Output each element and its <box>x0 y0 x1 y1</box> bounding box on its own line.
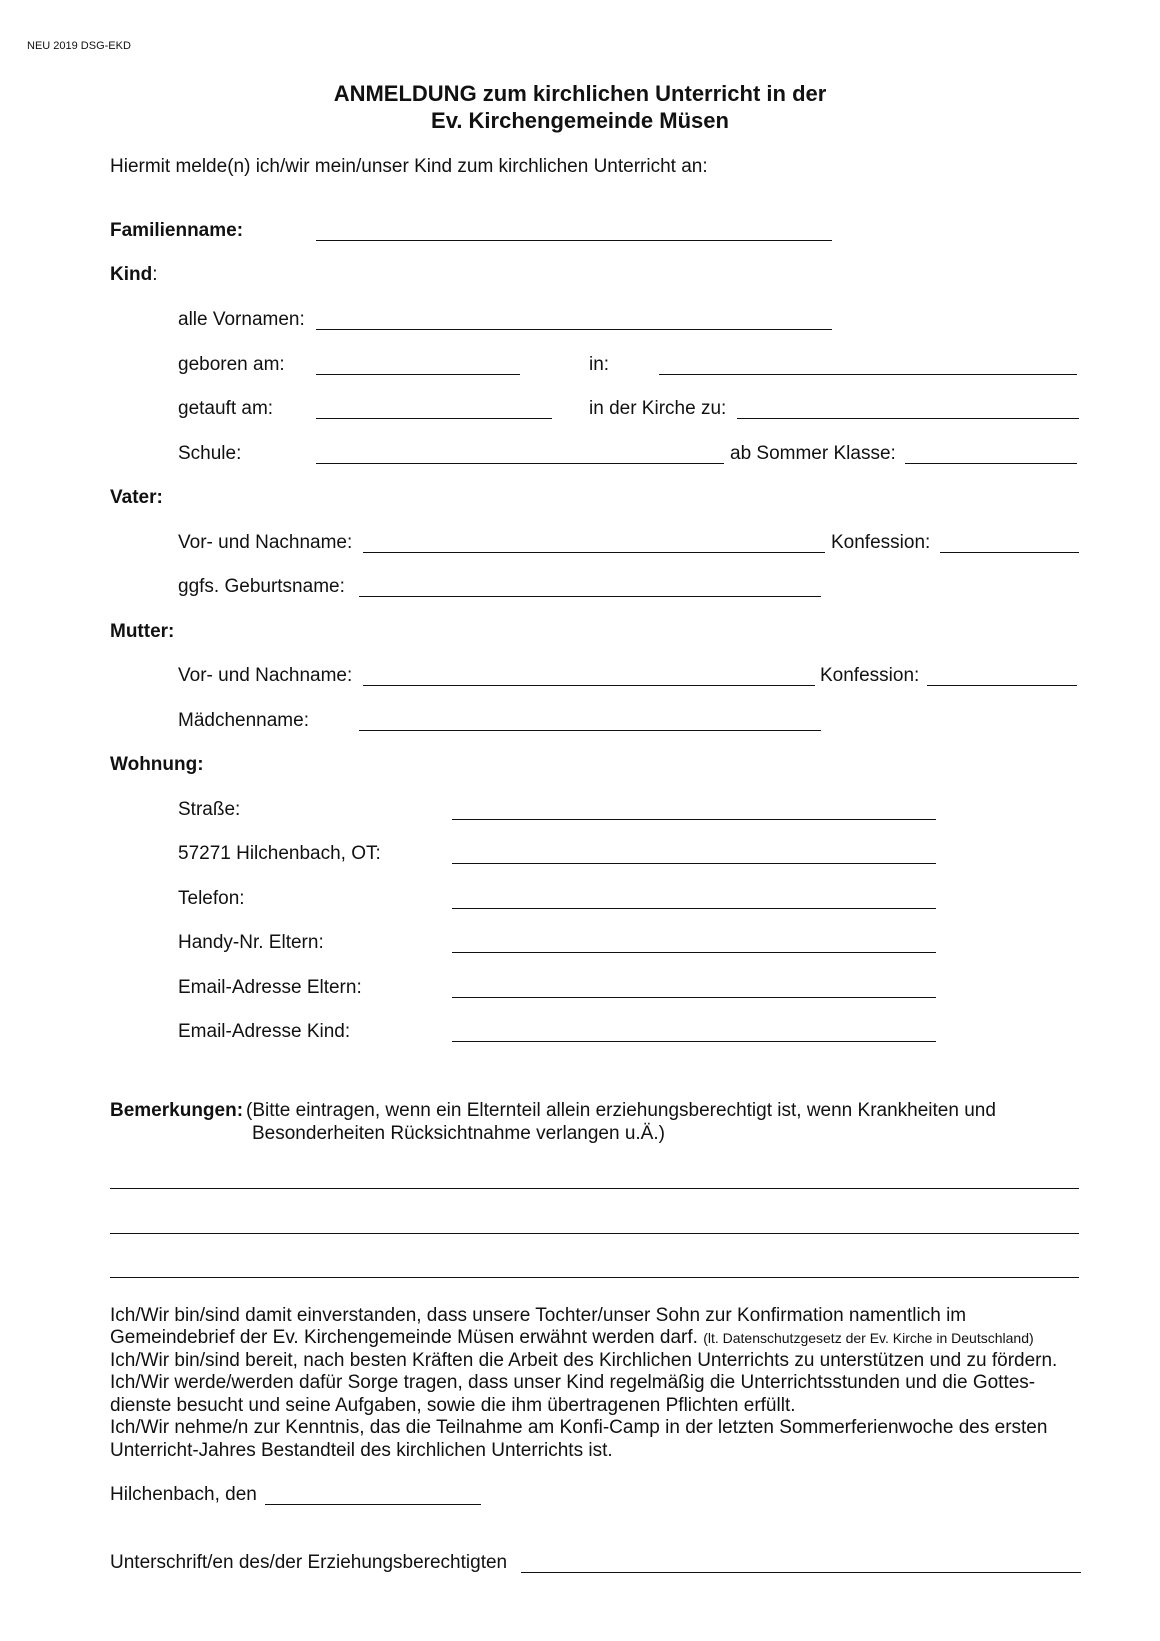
mutter-konfession-field[interactable] <box>927 685 1077 686</box>
vornamen-field[interactable] <box>316 329 832 330</box>
handy-label: Handy-Nr. Eltern: <box>178 932 324 953</box>
geboren-field[interactable] <box>316 374 520 375</box>
document-version-tag: NEU 2019 DSG-EKD <box>27 40 131 52</box>
intro-text: Hiermit melde(n) ich/wir mein/unser Kind zum kirchlichen Unterricht an: <box>110 156 708 177</box>
telefon-label: Telefon: <box>178 888 245 909</box>
geboren-label: geboren am: <box>178 354 285 375</box>
geburtsort-label: in: <box>589 354 610 375</box>
ortsteil-label: 57271 Hilchenbach, OT: <box>178 843 381 864</box>
mutter-name-field[interactable] <box>363 685 815 686</box>
ortsteil-field[interactable] <box>452 863 936 864</box>
kind-section-heading: Kind: <box>110 264 158 285</box>
bemerkungen-hint-line1: (Bitte eintragen, wenn ein Elternteil allein erziehungsberechtigt ist, wenn Krankheiten und <box>246 1100 996 1121</box>
bemerkungen-hint-line2: Besonderheiten Rücksichtnahme verlangen u.Ä.) <box>252 1123 665 1144</box>
vater-geburtsname-label: ggfs. Geburtsname: <box>178 576 345 597</box>
maedchenname-label: Mädchenname: <box>178 710 309 731</box>
email-kind-field[interactable] <box>452 1041 936 1042</box>
klasse-label: ab Sommer Klasse: <box>730 443 896 464</box>
consent-line7: Unterricht-Jahres Bestandteil des kirchlichen Unterrichts ist. <box>110 1440 613 1461</box>
consent-line5: dienste besucht und seine Aufgaben, sowie die ihm übertragenen Pflichten erfüllt. <box>110 1395 796 1416</box>
familienname-label: Familienname: <box>110 220 244 241</box>
mutter-name-label: Vor- und Nachname: <box>178 665 353 686</box>
datum-field[interactable] <box>265 1504 481 1505</box>
vater-section-heading: Vater: <box>110 487 163 508</box>
bemerkungen-field-line1[interactable] <box>110 1188 1079 1189</box>
form-title-line1: ANMELDUNG zum kirchlichen Unterricht in der <box>333 81 827 106</box>
consent-line2: Gemeindebrief der Ev. Kirchengemeinde Müsen erwähnt werden darf. (lt. Datenschutzgesetz der Ev. Kirche in Deutschland) <box>110 1327 1034 1348</box>
taufkirche-field[interactable] <box>737 418 1079 419</box>
familienname-field[interactable] <box>316 240 832 241</box>
email-eltern-label: Email-Adresse Eltern: <box>178 977 362 998</box>
strasse-label: Straße: <box>178 799 241 820</box>
ort-datum-label: Hilchenbach, den <box>110 1484 257 1505</box>
maedchenname-field[interactable] <box>359 730 821 731</box>
klasse-field[interactable] <box>905 463 1077 464</box>
strasse-field[interactable] <box>452 819 936 820</box>
telefon-field[interactable] <box>452 908 936 909</box>
bemerkungen-field-line2[interactable] <box>110 1233 1079 1234</box>
getauft-label: getauft am: <box>178 398 274 419</box>
schule-field[interactable] <box>316 463 724 464</box>
consent-line1: Ich/Wir bin/sind damit einverstanden, dass unsere Tochter/unser Sohn zur Konfirmation namentlich im <box>110 1305 967 1326</box>
unterschrift-label: Unterschrift/en des/der Erziehungsberechtigten <box>110 1552 508 1573</box>
consent-line3: Ich/Wir bin/sind bereit, nach besten Kräften die Arbeit des Kirchlichen Unterrichts zu unterstützen und zu fördern. <box>110 1350 1058 1371</box>
geburtsort-field[interactable] <box>659 374 1077 375</box>
email-eltern-field[interactable] <box>452 997 936 998</box>
vater-konfession-label: Konfession: <box>831 532 931 553</box>
schule-label: Schule: <box>178 443 242 464</box>
vater-name-field[interactable] <box>363 552 825 553</box>
wohnung-section-heading: Wohnung: <box>110 754 204 775</box>
email-kind-label: Email-Adresse Kind: <box>178 1021 351 1042</box>
vornamen-label: alle Vornamen: <box>178 309 305 330</box>
consent-line4: Ich/Wir werde/werden dafür Sorge tragen, dass unser Kind regelmäßig die Unterrichtsstunden und die Gottes- <box>110 1372 1036 1393</box>
consent-line6: Ich/Wir nehme/n zur Kenntnis, das die Teilnahme am Konfi-Camp in der letzten Sommerferienwoche des ersten <box>110 1417 1048 1438</box>
handy-field[interactable] <box>452 952 936 953</box>
mutter-section-heading: Mutter: <box>110 621 175 642</box>
bemerkungen-field-line3[interactable] <box>110 1277 1079 1278</box>
bemerkungen-label: Bemerkungen: <box>110 1100 244 1121</box>
vater-konfession-field[interactable] <box>940 552 1079 553</box>
mutter-konfession-label: Konfession: <box>820 665 920 686</box>
unterschrift-field[interactable] <box>521 1572 1081 1573</box>
taufkirche-label: in der Kirche zu: <box>589 398 727 419</box>
getauft-field[interactable] <box>316 418 552 419</box>
vater-geburtsname-field[interactable] <box>359 596 821 597</box>
datenschutz-note: (lt. Datenschutzgesetz der Ev. Kirche in Deutschland) <box>703 1330 1034 1346</box>
form-title-line2: Ev. Kirchengemeinde Müsen <box>431 108 729 133</box>
vater-name-label: Vor- und Nachname: <box>178 532 353 553</box>
